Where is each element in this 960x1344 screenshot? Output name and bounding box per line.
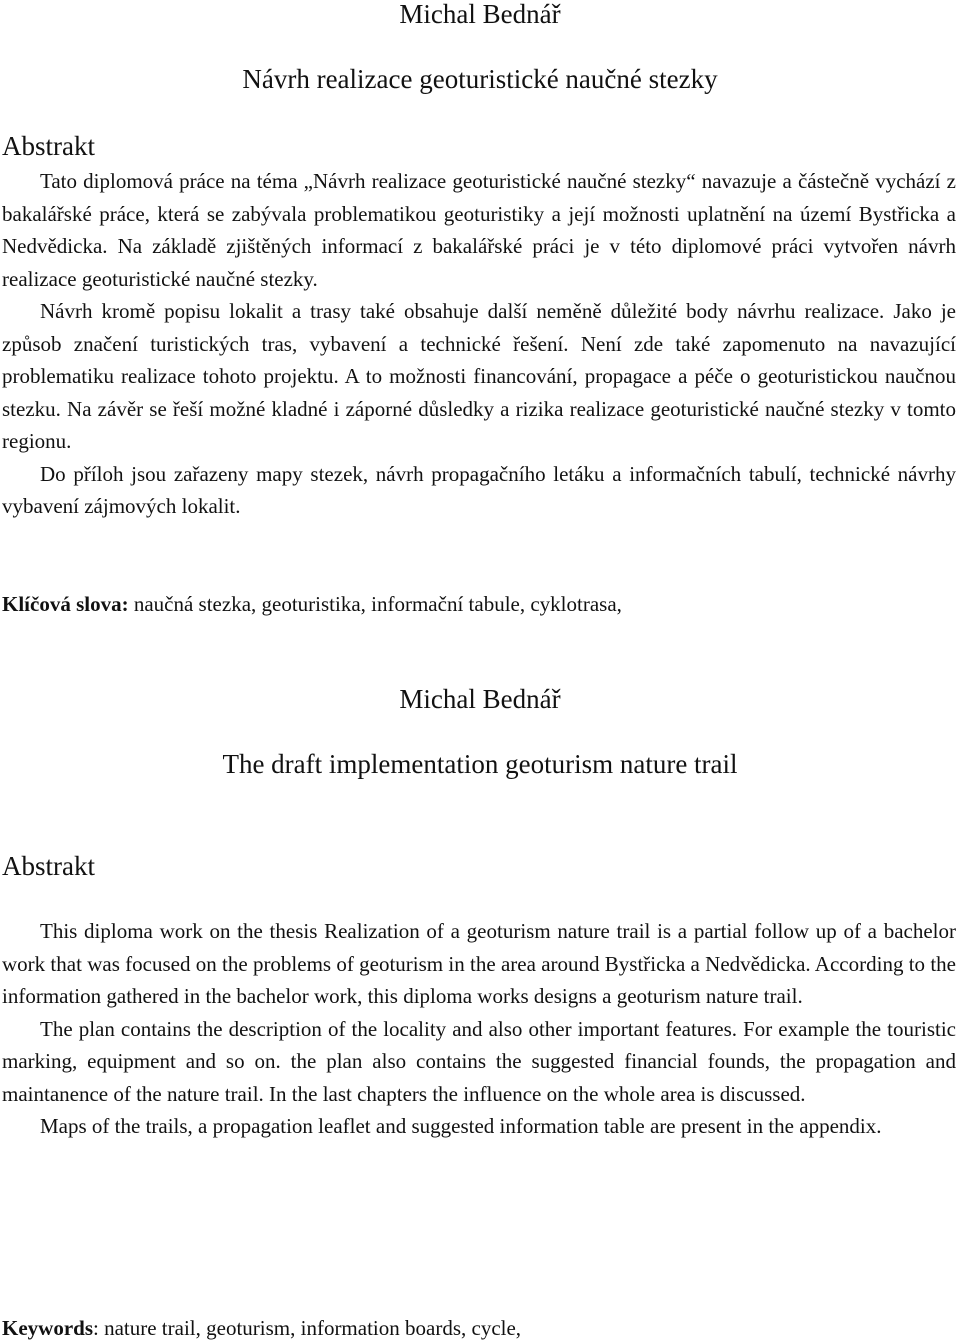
thesis-title-czech: Návrh realizace geoturistické naučné stezky [242,64,718,94]
abstract-body-english [2,915,956,1143]
abstract-body-czech [2,165,956,523]
keywords-line-english [2,1313,956,1343]
abstract-heading-czech: Abstrakt [2,131,95,161]
author-name-english: Michal Bednář [399,684,561,714]
keywords-label: Klíčová slova: [2,592,129,616]
abstract-paragraph: This diploma work on the thesis Realization of a geoturism nature trail is a partial follow up of a bachelor work that was focused on the problems of geoturism in the area around Bystřicka a Nedvědicka. According to the information gathered in the bachelor work, this diploma works designs a geoturism nature trail. [2,919,956,1008]
abstract-paragraph: Návrh kromě popisu lokalit a trasy také obsahuje další neměně důležité body návrhu realizace. Jako je způsob značení turistických tras, vybavení a technické řešení. Není zde také zapomenuto na navazující problematiku realizace tohoto projektu. A to možnosti financování, propagace a péče o geoturistickou naučnou stezku. Na závěr se řeší možné kladné i záporné důsledky a rizika realizace geoturistické naučné stezky v tomto regionu. [2,299,956,453]
keywords-label: Keywords [2,1316,93,1340]
abstract-paragraph: Do příloh jsou zařazeny mapy stezek, návrh propagačního letáku a informačních tabulí, technické návrhy vybavení zájmových lokalit. [2,461,956,518]
abstract-paragraph: Tato diplomová práce na téma „Návrh realizace geoturistické naučné stezky“ navazuje a částečně vychází z bakalářské práce, která se zabývala problematikou geoturistiky a její možnosti uplatnění na území Bystřicka a Nedvědicka. Na základě zjištěných informací z bakalářské práci je v této diplomové práci vytvořen návrh realizace geoturistické naučné stezky. [2,169,956,291]
keywords-list: naučná stezka, geoturistika, informační tabule, cyklotrasa, [128,592,622,616]
keywords-list: : nature trail, geoturism, information boards, cycle, [93,1316,522,1340]
abstract-paragraph: The plan contains the description of the locality and also other important features. For example the touristic marking, equipment and so on. the plan also contains the suggested financial founds, the propagation and maintanence of the nature trail. In the last chapters the influence on the whole area is discussed. [2,1016,956,1106]
keywords-line-czech [2,589,956,619]
abstract-heading-english: Abstrakt [2,851,95,881]
abstract-paragraph: Maps of the trails, a propagation leaflet and suggested information table are present in the appendix. [40,1114,882,1138]
thesis-title-english: The draft implementation geoturism nature trail [222,749,738,779]
author-name-czech: Michal Bednář [399,0,561,29]
